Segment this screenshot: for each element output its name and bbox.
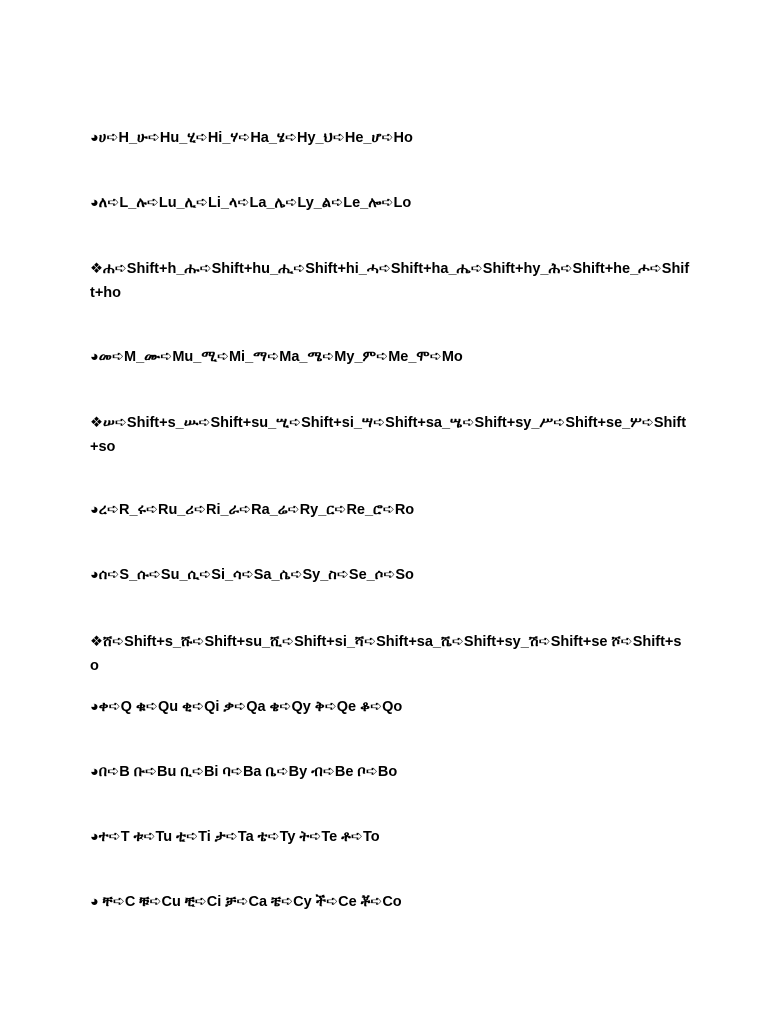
text-line-ra-row: ◕ረ➪R_ሩ➪Ru_ሪ➪Ri_ራ➪Ra_ሬ➪Ry_ር➪Re_ሮ➪Ro xyxy=(90,502,415,518)
text-line-hha-row: ❖ሐ➪Shift+h_ሑ➪Shift+hu_ሒ➪Shift+hi_ሓ➪Shift+ha_ሔ➪Shift+hy_ሕ➪Shift+he_ሖ➪Shift+ho xyxy=(90,261,690,301)
text-line-sa-row: ◕ሰ➪S_ሱ➪Su_ሲ➪Si_ሳ➪Sa_ሴ➪Sy_ስ➪Se_ሶ➪So xyxy=(90,567,414,583)
text-line-ba-row: ◕በ➪B ቡ➪Bu ቢ➪Bi ባ➪Ba ቤ➪By ብ➪Be ቦ➪Bo xyxy=(90,764,398,780)
text-line-sha-row: ❖ሸ➪Shift+s_ሹ➪Shift+su_ሺ➪Shift+si_ሻ➪Shift+sa_ሼ➪Shift+sy_ሽ➪Shift+se ሾ➪Shift+so xyxy=(90,634,682,674)
text-line-ma-row: ◕መ➪M_ሙ➪Mu_ሚ➪Mi_ማ➪Ma_ሜ➪My_ም➪Me_ሞ➪Mo xyxy=(90,349,463,365)
text-line-ta-row: ◕ተ➪T ቱ➪Tu ቲ➪Ti ታ➪Ta ቴ➪Ty ት➪Te ቶ➪To xyxy=(90,829,380,845)
text-line-sza-row: ❖ሠ➪Shift+s_ሡ➪Shift+su_ሢ➪Shift+si_ሣ➪Shift+sa_ሤ➪Shift+sy_ሥ➪Shift+se_ሦ➪Shift+so xyxy=(90,415,687,455)
text-line-ca-row: ◕ ቸ➪C ቹ➪Cu ቺ➪Ci ቻ➪Ca ቼ➪Cy ች➪Ce ቾ➪Co xyxy=(90,894,402,910)
text-line-ha-row: ◕ሀ➪H_ሁ➪Hu_ሂ➪Hi_ሃ➪Ha_ሄ➪Hy_ህ➪He_ሆ➪Ho xyxy=(90,130,413,146)
text-line-la-row: ◕ለ➪L_ሉ➪Lu_ሊ➪Li_ላ➪La_ሌ➪Ly_ል➪Le_ሎ➪Lo xyxy=(90,195,412,211)
text-line-qa-row: ◕ቀ➪Q ቁ➪Qu ቂ➪Qi ቃ➪Qa ቄ➪Qy ቅ➪Qe ቆ➪Qo xyxy=(90,699,403,715)
